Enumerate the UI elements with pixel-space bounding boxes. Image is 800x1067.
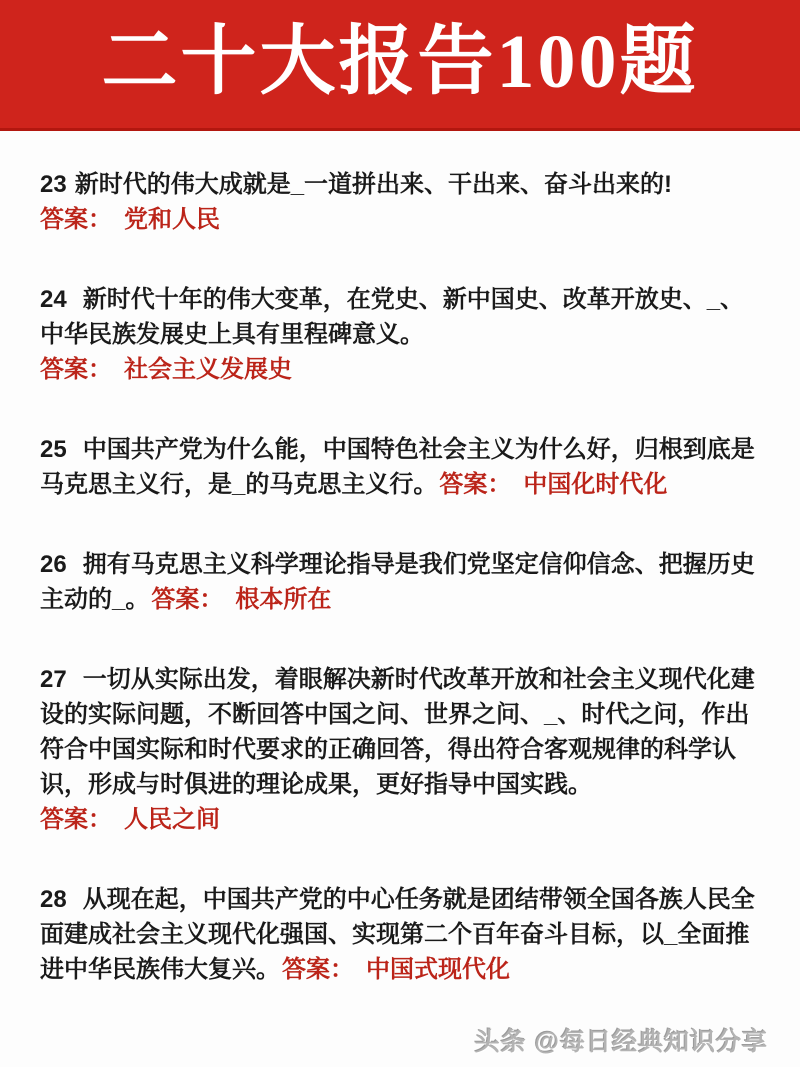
question-text — [40, 167, 760, 202]
answer-label: 答案： — [439, 471, 512, 498]
answer-label: 答案： — [40, 806, 112, 833]
question-block-26 — [40, 547, 760, 617]
answer-value: 中国式现代化 — [366, 956, 510, 983]
answer-value: 党和人民 — [124, 206, 220, 233]
question-text — [40, 432, 760, 502]
question-body: 拥有马克思主义科学理论指导是我们党坚定信仰信念、把握历史主动的_。 — [40, 551, 755, 613]
watermark: 头条 @每日经典知识分享 — [474, 1028, 768, 1056]
question-text — [40, 547, 760, 617]
question-body: 新时代十年的伟大变革，在党史、新中国史、改革开放史、_、中华民族发展史上具有里程碑意义。 — [40, 286, 745, 348]
question-block-24 — [40, 282, 760, 387]
question-body: 新时代的伟大成就是_一道拼出来、干出来、奋斗出来的! — [74, 171, 673, 198]
question-number: 26 — [40, 551, 67, 578]
question-list — [0, 131, 800, 987]
answer-line — [40, 202, 760, 237]
question-number: 23 — [40, 171, 67, 198]
answer-label: 答案： — [40, 206, 112, 233]
question-body: 从现在起，中国共产党的中心任务就是团结带领全国各族人民全面建成社会主义现代化强国、实现第二个百年奋斗目标，以_全面推进中华民族伟大复兴。 — [40, 886, 755, 983]
question-text — [40, 882, 760, 987]
answer-value: 社会主义发展史 — [124, 356, 292, 383]
question-text — [40, 662, 760, 802]
question-block-25 — [40, 432, 760, 502]
answer-value: 人民之间 — [124, 806, 220, 833]
question-text — [40, 282, 760, 352]
question-block-23 — [40, 167, 760, 237]
question-number: 25 — [40, 436, 67, 463]
answer-label: 答案： — [40, 356, 112, 383]
question-body: 一切从实际出发，着眼解决新时代改革开放和社会主义现代化建设的实际问题，不断回答中国之问、世界之问、_、时代之问，作出符合中国实际和时代要求的正确回答，得出符合客观规律的科学认识，形成与时俱进的理论成果，更好指导中国实践。 — [40, 666, 755, 798]
question-body: 中国共产党为什么能，中国特色社会主义为什么好，归根到底是马克思主义行，是_的马克思主义行。 — [40, 436, 755, 498]
header-banner — [0, 0, 800, 131]
question-number: 24 — [40, 286, 67, 313]
answer-line — [40, 802, 760, 837]
question-block-28 — [40, 882, 760, 987]
answer-label: 答案： — [151, 586, 224, 613]
answer-value: 根本所在 — [235, 586, 332, 613]
question-number: 27 — [40, 666, 67, 693]
answer-value: 中国化时代化 — [523, 471, 668, 498]
answer-line — [40, 352, 760, 387]
page-title: 二十大报告100题 — [101, 20, 699, 104]
question-block-27 — [40, 662, 760, 837]
question-number: 28 — [40, 886, 67, 913]
answer-label: 答案： — [282, 956, 354, 983]
